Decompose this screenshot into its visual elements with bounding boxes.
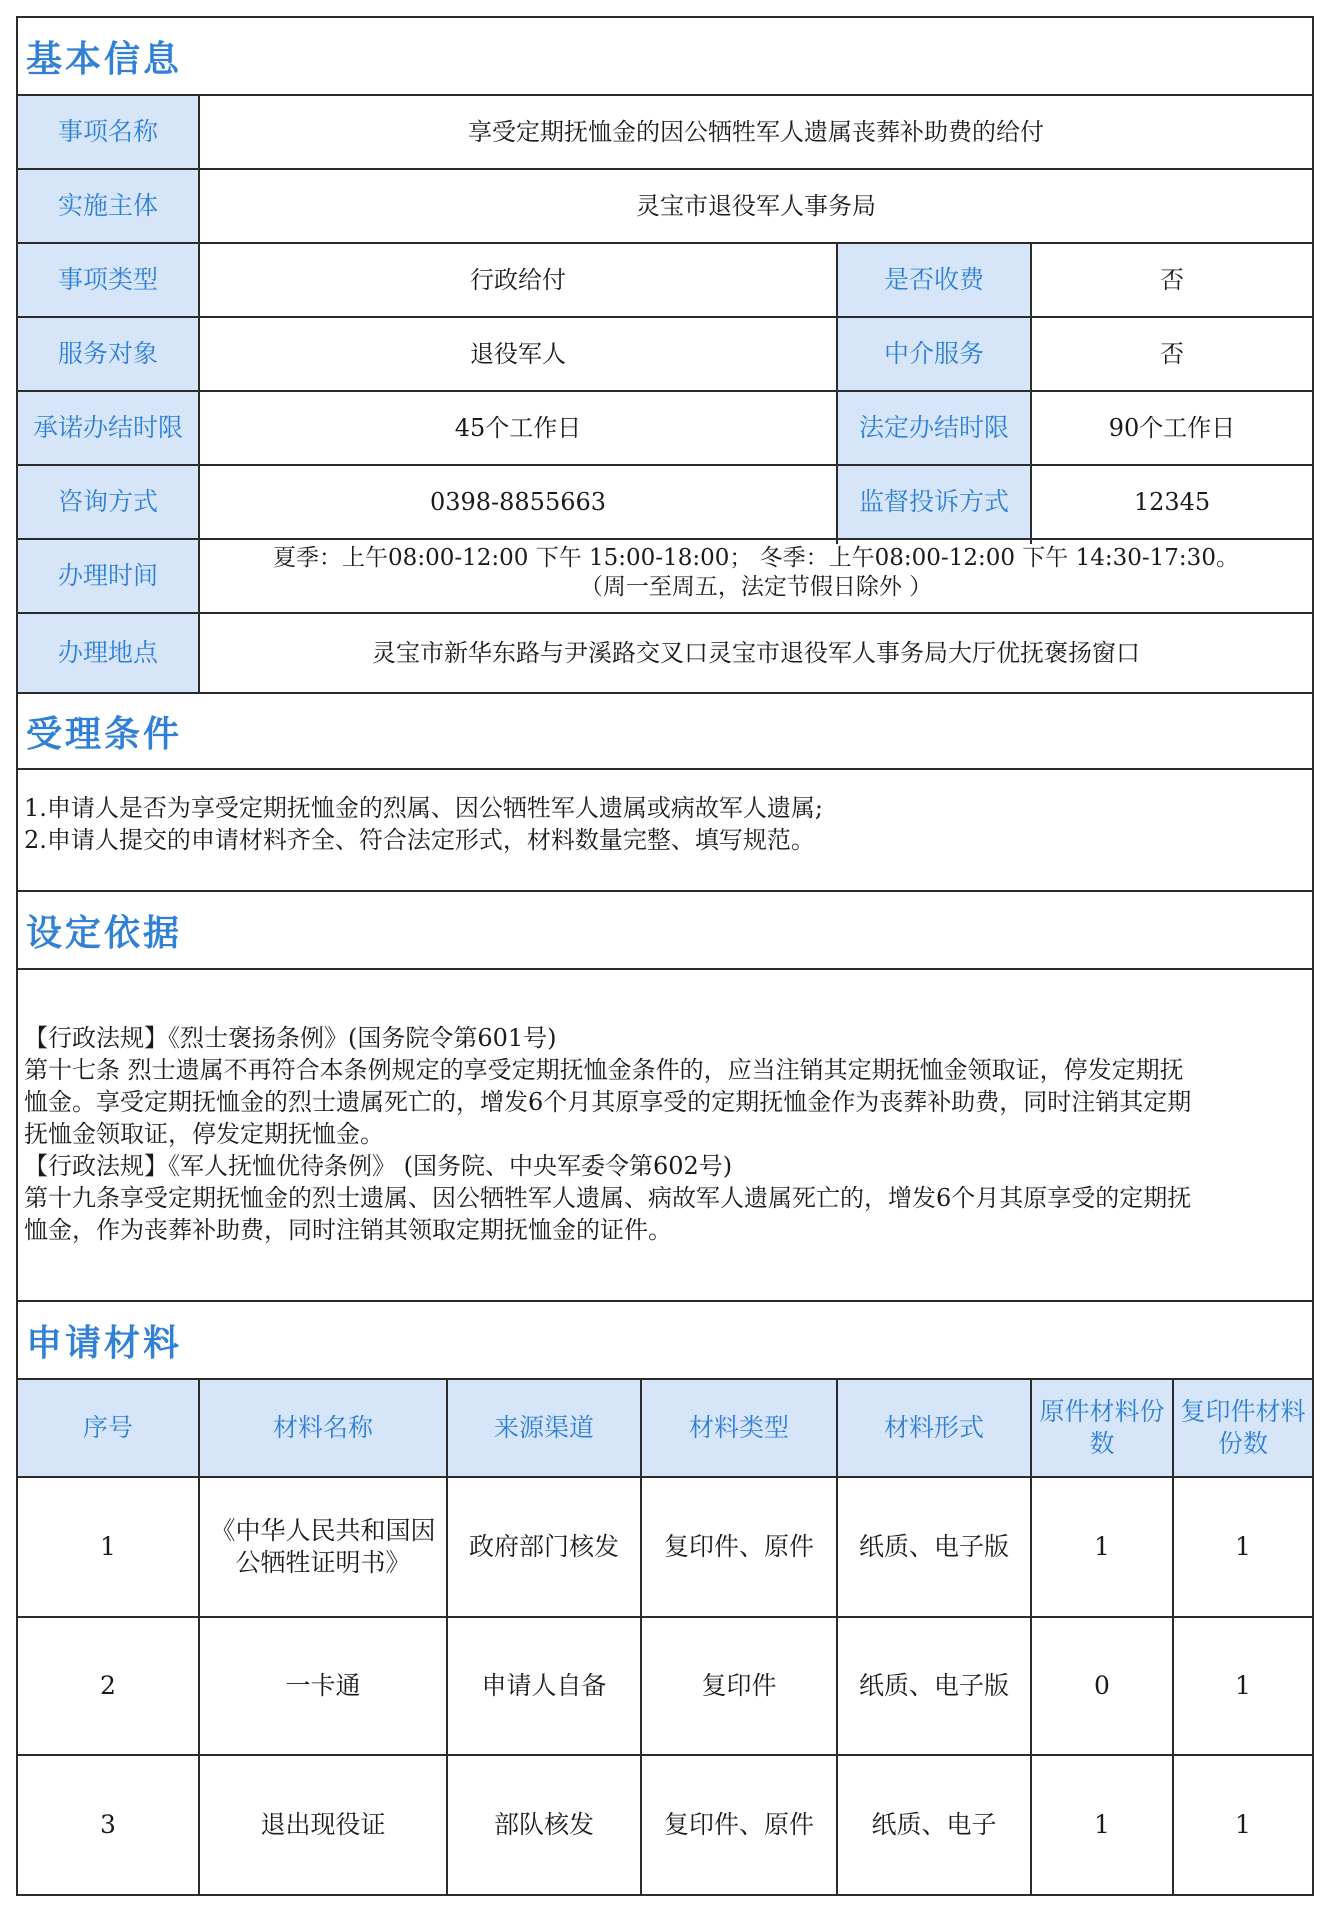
section-conditions-title: 受理条件: [18, 694, 1312, 770]
table-cell-original: 1: [1094, 1809, 1110, 1839]
section-materials-title: 申请材料: [18, 1302, 1312, 1380]
legal-label: 法定办结时限: [838, 392, 1030, 464]
table-cell-form: 纸质、电子版: [858, 1531, 1009, 1561]
agency-value: 否: [1160, 340, 1184, 368]
header-text: 数: [1089, 1429, 1115, 1458]
table-cell-name: [200, 1478, 446, 1616]
hours-label: 办理时间: [18, 540, 198, 612]
promise-label: 承诺办结时限: [18, 392, 198, 464]
fee-label: 是否收费: [838, 244, 1030, 316]
promise-value: 45个工作日: [454, 414, 582, 442]
hours-line-1: 夏季：上午08:00-12:00 下午 15:00-18:00； 冬季：上午08:00-12:00 下午 14:30-17:30。: [273, 545, 1239, 571]
header-text: 原件材料份: [1039, 1396, 1165, 1426]
table-cell-name: 退出现役证: [260, 1809, 386, 1839]
table-cell-copy: 1: [1235, 1809, 1251, 1839]
header-text: 复印件材料: [1180, 1396, 1306, 1426]
col-header-seq: 序号: [18, 1380, 198, 1476]
consult-value: 0398-8855663: [429, 488, 607, 516]
table-cell-original: 0: [1094, 1670, 1110, 1700]
conditions-text: [24, 792, 1304, 856]
col-header-original-count: [1032, 1380, 1172, 1476]
cell-text: 《中华人民共和国因: [210, 1515, 436, 1545]
table-cell-copy: 1: [1235, 1531, 1251, 1561]
type-label: 事项类型: [18, 244, 198, 316]
col-header-form: 材料形式: [838, 1380, 1030, 1476]
target-value: 退役军人: [470, 340, 566, 368]
place-label: 办理地点: [18, 614, 198, 692]
table-cell-seq: 3: [100, 1809, 116, 1839]
section-basis-title: 设定依据: [18, 892, 1312, 970]
table-cell-form: 纸质、电子版: [858, 1670, 1009, 1700]
table-cell-type: 复印件、原件: [663, 1531, 814, 1561]
condition-line: 1.申请人是否为享受定期抚恤金的烈属、因公牺牲军人遗属或病故军人遗属;: [24, 794, 823, 822]
basis-line: 抚恤金领取证，停发定期抚恤金。: [24, 1120, 384, 1148]
type-value: 行政给付: [470, 266, 566, 294]
complaint-label: 监督投诉方式: [838, 466, 1030, 538]
table-cell-seq: 1: [100, 1531, 116, 1561]
basis-text: [24, 1022, 1308, 1246]
table-cell-copy: 1: [1235, 1670, 1251, 1700]
table-cell-form: 纸质、电子: [871, 1809, 997, 1839]
fee-value: 否: [1160, 266, 1184, 294]
header-text: 份数: [1217, 1429, 1268, 1458]
col-header-source: 来源渠道: [448, 1380, 640, 1476]
table-cell-source: 申请人自备: [481, 1670, 607, 1700]
table-cell-type: 复印件: [701, 1670, 777, 1700]
item-name-value: 享受定期抚恤金的因公牺牲军人遗属丧葬补助费的给付: [468, 118, 1044, 146]
legal-value: 90个工作日: [1108, 414, 1236, 442]
basis-line: 第十九条享受定期抚恤金的烈士遗属、因公牺牲军人遗属、病故军人遗属死亡的，增发6个月其原享受的定期抚: [24, 1184, 1192, 1212]
table-cell-source: 政府部门核发: [468, 1531, 619, 1561]
place-value: 灵宝市新华东路与尹溪路交叉口灵宝市退役军人事务局大厅优抚褒扬窗口: [372, 639, 1140, 667]
table-cell-original: 1: [1094, 1531, 1110, 1561]
hours-line-2: （周一至周五，法定节假日除外 ）: [579, 573, 933, 600]
cell-text: 公牺牲证明书》: [235, 1548, 411, 1577]
table-cell-source: 部队核发: [493, 1809, 594, 1839]
target-label: 服务对象: [18, 318, 198, 390]
table-cell-type: 复印件、原件: [663, 1809, 814, 1839]
subject-label: 实施主体: [18, 170, 198, 242]
section-basic-title: 基本信息: [18, 18, 1312, 96]
complaint-value: 12345: [1133, 488, 1211, 516]
table-cell-name: 一卡通: [285, 1670, 361, 1700]
basis-line: 恤金。享受定期抚恤金的烈士遗属死亡的，增发6个月其原享受的定期抚恤金作为丧葬补助费，同时注销其定期: [24, 1088, 1192, 1116]
basis-line: 恤金，作为丧葬补助费，同时注销其领取定期抚恤金的证件。: [24, 1216, 672, 1244]
consult-label: 咨询方式: [18, 466, 198, 538]
table-cell-seq: 2: [100, 1670, 116, 1700]
basis-line: 第十七条 烈士遗属不再符合本条例规定的享受定期抚恤金条件的，应当注销其定期抚恤金领取证，停发定期抚: [24, 1056, 1184, 1084]
item-name-label: 事项名称: [18, 96, 198, 168]
col-header-name: 材料名称: [200, 1380, 446, 1476]
subject-value: 灵宝市退役军人事务局: [636, 192, 876, 220]
col-header-copy-count: [1174, 1380, 1312, 1476]
condition-line: 2.申请人提交的申请材料齐全、符合法定形式，材料数量完整、填写规范。: [24, 826, 815, 854]
agency-label: 中介服务: [838, 318, 1030, 390]
col-header-type: 材料类型: [642, 1380, 836, 1476]
service-guide-sheet: [16, 16, 1314, 1896]
basis-line: 【行政法规】《军人抚恤优待条例》 (国务院、中央军委令第602号): [24, 1152, 733, 1180]
basis-line: 【行政法规】《烈士褒扬条例》(国务院令第601号): [24, 1024, 557, 1052]
hours-value: [200, 540, 1312, 612]
